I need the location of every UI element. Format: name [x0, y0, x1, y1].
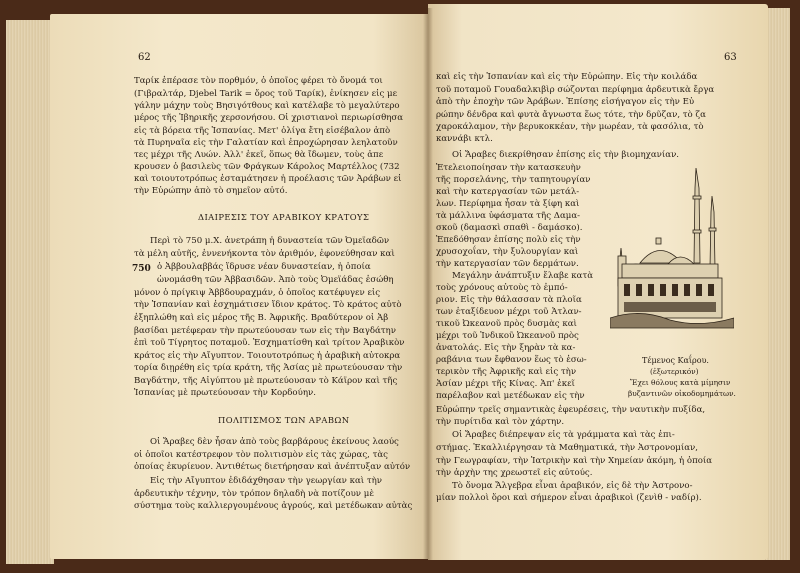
margin-year: 750 [132, 264, 151, 274]
text-line: τικοῦ Ὠκεανοῦ πρὸς δυσμὰς καὶ [436, 319, 577, 329]
text-line: Ἱσπανίας μὲ πρωτεύουσαν τὴν Κορδούην. [134, 388, 316, 398]
text-line: Ἀσίαν μέχρι τῆς Κίνας. Ἀπ' ἐκεῖ [436, 379, 575, 389]
text-line: ρώπην δένδρα καὶ φυτὰ ἄγνωστα ἕως τότε, τὴν δρῦζαν, τὸ ζα [436, 110, 706, 120]
text-line: τοῦ ποταμοῦ Γουαδαλκιβὶρ σώζονται περίφημα ἀρδευτικὰ ἔργα [436, 85, 715, 95]
text-line: καὶ τὴν κατεργασίαν τῶν μετάλ- [436, 187, 580, 197]
text-line: τερικὸν τῆς Ἀφρικῆς καὶ εἰς τὴν [436, 367, 577, 377]
text-line: ὠνομάσθη τῶν Ἀββασιδῶν. Ἀπὸ τοὺς Ὀμεϊάδας ἐσώθη [157, 275, 394, 285]
page-number-right: 63 [724, 52, 737, 63]
page-number-left: 62 [138, 52, 151, 63]
text-line: τὰ μέλη αὐτῆς, ἐννενήκοντα τὸν ἀριθμόν, ἐφονεύθησαν καὶ [134, 249, 395, 259]
text-line: Μεγάλην ἀνάπτυξιν ἔλαβε κατὰ [452, 271, 594, 281]
text-line: τὴν Γεωγραφίαν, τὴν Ἰατρικὴν καὶ τὴν Χημείαν ἀκόμη, ἡ ὁποία [436, 456, 713, 466]
text-line: χρυσοχοΐαν, τὴν ξυλουργίαν καὶ [436, 247, 579, 257]
caption-line: Ἔχει θόλους κατὰ μίμησιν [630, 378, 731, 387]
section-heading: ΠΟΛΙΤΙΣΜΟΣ ΤΩΝ ΑΡΑΒΩΝ [218, 415, 350, 425]
book-gutter [423, 8, 433, 560]
caption-line: βυζαντινῶν οἰκοδομημάτων. [628, 389, 736, 398]
text-line: Ταρίκ ἐπέρασε τὸν πορθμόν, ὁ ὁποῖος φέρει τὸ ὄνομά τοι [134, 76, 383, 86]
text-line: τὴν κατεργασίαν τῶν δερμάτων. [436, 259, 579, 269]
text-line: μέρος τῆς Ἰβηρικῆς χερσονήσου. Οἱ χριστιανοὶ περιωρίσθησα [134, 113, 404, 123]
text-line: ὁποίας ἐκυρίευον. Ἀντιθέτως διετήρησαν καὶ ἀνέπτυξαν αὐτόν [134, 462, 411, 472]
left-page-edges [6, 20, 54, 564]
text-line: ὁ Ἀββουλαββάς ἵδρυσε νέαν δυναστείαν, ἡ ὁποία [157, 262, 371, 272]
text-line: Οἱ Ἄραβες διέπρεψαν εἰς τὰ γράμματα καὶ τὰς ἐπι- [452, 430, 675, 440]
text-line: λων. Περίφημα ἦσαν τὰ ξίφη καὶ [436, 199, 580, 209]
text-line: ἀρδευτικὴν τέχνην, τὸν τρόπον δηλαδὴ νὰ ποτίζουν μὲ [134, 489, 374, 499]
mosque-illustration [610, 168, 734, 354]
text-line: τοὺς χρόνους αὐτοὺς τὸ ἐμπό- [436, 283, 568, 293]
text-line: βασίδαι μετέφεραν τὴν πρωτεύουσαν των εἰς τὴν Βαγδάτην [134, 326, 396, 336]
text-line: κρουσεν ὁ βασιλεὺς τῶν Φράγκων Κάρολος Μαρτέλλος (732 [134, 162, 400, 172]
text-line: γάλην μάχην τοὺς Βησιγότθους καὶ κατέλαβε τὸ μεγαλύτερο [134, 101, 400, 111]
section-heading: ΔΙΑΙΡΕΣΙΣ ΤΟΥ ΑΡΑΒΙΚΟΥ ΚΡΑΤΟΥΣ [198, 212, 370, 222]
text-line: σύστημα τοὺς καλλιεργουμένους ἀγρούς, καὶ μετέδωκαν αὐτὰς [134, 501, 413, 511]
text-line: εἰς τὰ βόρεια τῆς Ἱσπανίας. Μετ' ὀλίγα ἔτη εἰσέβαλον ἀπὸ [134, 126, 391, 136]
text-line: Τὸ ὄνομα Ἄλγεβρα εἶναι ἀραβικόν, εἰς δὲ τὴν Ἀστρονο- [452, 481, 693, 491]
text-line: μέχρι τοῦ Ἰνδικοῦ Ὠκεανοῦ πρὸς [436, 331, 579, 341]
text-line: οἱ ὁποῖοι κατέστρεφον τὸν πολιτισμὸν εἰς τὰς χώρας, τὰς [134, 450, 388, 460]
text-line: καὶ τοιουτοτρόπως ἐσταμάτησεν ἡ προέλασις τῶν Ἀράβων εἰ [134, 174, 402, 184]
right-page-edges [766, 8, 790, 560]
text-line: παρέλαβον καὶ μετέδωκαν εἰς τὴν [436, 391, 585, 401]
text-line: κράτος εἰς τὴν Αἴγυπτον. Τοιουτοτρόπως ἡ ἀραβικὴ αὐτοκρα [134, 351, 401, 361]
text-line: τὴν ἀρχὴν της χρεωστεῖ εἰς αὐτούς. [436, 468, 593, 478]
text-line: χαροκάλαμον, τὴν βερυκοκκέαν, τὴν μωρέαν, τὰ φασόλια, τὸ [436, 122, 704, 132]
text-line: καννάβι κτλ. [436, 134, 493, 144]
text-line: τορία διῃρέθη εἰς τρία κράτη, τῆς Ἀσίας μὲ πρωτεύουσαν τὴν [134, 363, 403, 373]
text-line: Βαγδάτην, τῆς Αἰγύπτου μὲ πρωτεύουσαν τὸ Κάϊρον καὶ τῆς [134, 376, 398, 386]
text-line: σκοῦ (δαμασκὶ σπαθὶ - δαμάσκο). [436, 223, 583, 233]
text-line: καὶ εἰς τὴν Ἱσπανίαν καὶ εἰς τὴν Εὐρώπην. Εἰς τὴν κοιλάδα [436, 72, 698, 82]
text-line: Εἰς τὴν Αἴγυπτον ἐδιδάχθησαν τὴν γεωργίαν καὶ τὴν [150, 476, 382, 486]
text-line: τὴν Εὐρώπην ἀπὸ τὸ σημεῖον αὐτό. [134, 186, 288, 196]
text-line: μόνον ὁ πρίγκιψ Ἀββδουραχμάν, ὁ ὁποῖος κατέφυγεν εἰς [134, 288, 381, 298]
text-line: ἀπὸ τὴν ἐποχὴν τῶν Ἀράβων. Ἐπίσης εἰσήγαγον εἰς τὴν Εὐ [436, 97, 695, 107]
text-line: ραβάνια των ἔφθανον ἕως τὸ ἐσω- [436, 355, 587, 365]
text-line: ριον. Εἰς τὴν θάλασσαν τὰ πλοῖα [436, 295, 582, 305]
text-line: μίαν πολλοὶ ὅροι καὶ σήμερον εἶναι ἀραβικοὶ (ζενὶθ - ναδίρ). [436, 493, 702, 503]
text-line: τες μέχρι τῆς Λυών. Ἀλλ' ἐκεῖ, ὅπως θὰ ἴδωμεν, τοὺς ἀπε [134, 150, 384, 160]
text-line: ἐπὶ τοῦ Τίγρητος ποταμοῦ. Ἐσχηματίσθη καὶ τρίτον Ἀραβικὸν [134, 338, 405, 348]
caption-title: Τέμενος Καΐρου. [642, 356, 709, 365]
text-line: Οἱ Ἄραβες δὲν ἦσαν ἀπὸ τοὺς βαρβάρους ἐκείνους λαούς [150, 437, 399, 447]
text-line: τὰ μάλλινα ὑφάσματα τῆς Δαμα- [436, 211, 581, 221]
text-line: στήμας. Ἐκαλλιέργησαν τὰ Μαθηματικά, τὴν Ἀστρονομίαν, [436, 443, 699, 453]
text-line: (Γιβραλτάρ, Djebel Tarik = ὄρος τοῦ Ταρίκ), ἐνίκησεν εἰς με [134, 89, 398, 99]
text-line: ἐξηπλώθη καὶ εἰς μέρος τῆς Β. Ἀφρικῆς. Βραδύτερον οἱ Ἀβ [134, 313, 389, 323]
text-line: τὰ Πυρηναῖα εἰς τὴν Γαλατίαν καὶ ἐπροχώρησαν λεηλατοῦν [134, 138, 398, 148]
text-line: τὴν πυρίτιδα καὶ τὸν χάρτην. [436, 417, 565, 427]
text-line: Οἱ Ἄραβες διεκρίθησαν ἐπίσης εἰς τὴν βιομηχανίαν. [452, 150, 680, 160]
text-line: Ἐπεδόθησαν ἐπίσης πολὺ εἰς τὴν [436, 235, 581, 245]
text-line: Περὶ τὸ 750 μ.Χ. ἀνετράπη ἡ δυναστεία τῶν Ὀμεϊαδῶν [150, 236, 390, 246]
text-line: Εὐρώπην τρεῖς σημαντικὰς ἐφευρέσεις, τὴν ναυτικὴν πυξίδα, [436, 405, 706, 415]
text-line: Ἐτελειοποίησαν τὴν κατασκευὴν [436, 163, 581, 173]
caption-subtitle: (ἐξωτερικόν) [650, 367, 699, 376]
text-line: τὴν Ἱσπανίαν καὶ ἐσχημάτισεν ἴδιον κράτος. Τὸ κράτος αὐτὸ [134, 300, 402, 310]
mosque-drawing [610, 168, 734, 328]
text-line: ἀνατολάς. Εἰς τὴν ξηρὰν τὰ κα- [436, 343, 576, 353]
text-line: τῆς πορσελάνης, τὴν ταπητουργίαν [436, 175, 591, 185]
text-line: των ἐταξίδευον μέχρι τοῦ Ἀτλαν- [436, 307, 582, 317]
